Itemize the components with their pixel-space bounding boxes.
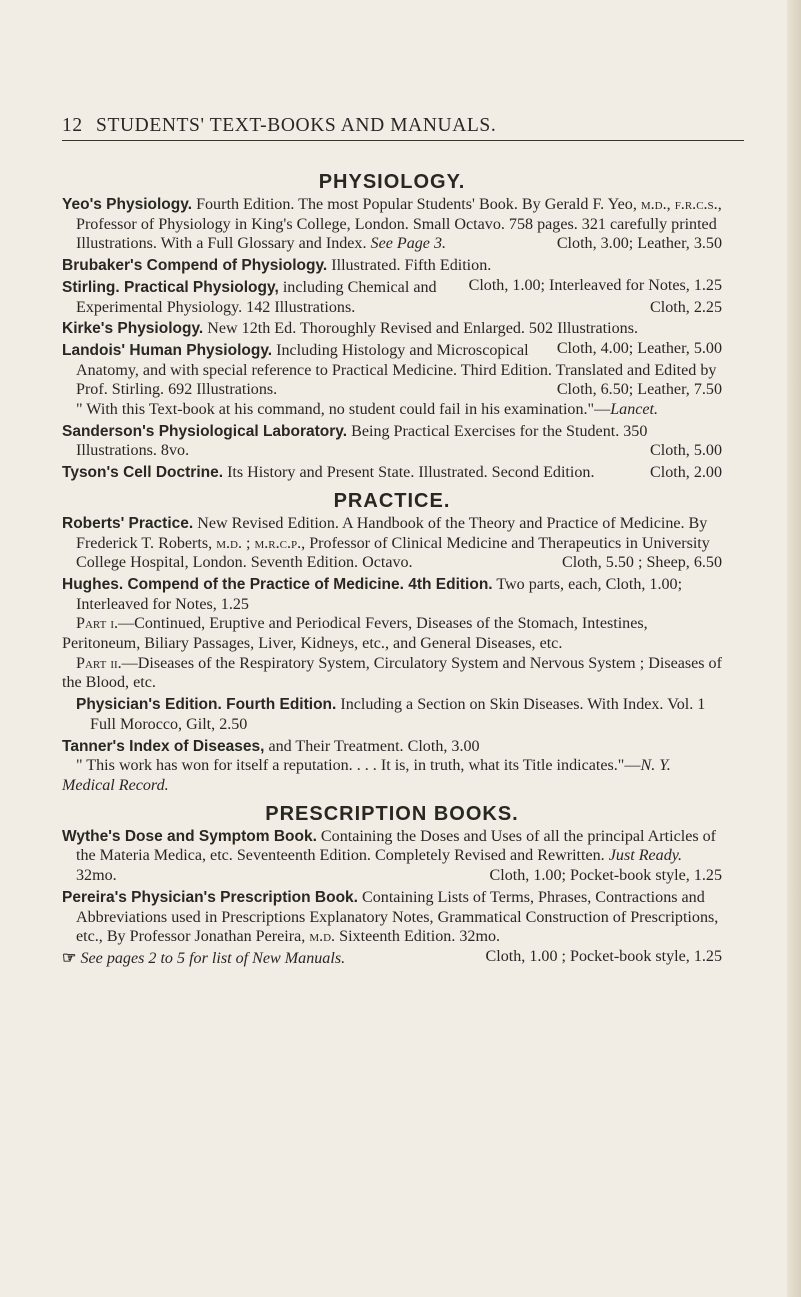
- entry-physician: [62, 695, 722, 734]
- entry-text: New 12th Ed. Thoroughly Revised and Enlarged. 502 Illustrations.: [207, 320, 639, 338]
- running-header: [62, 114, 722, 138]
- entry-title: Kirke's Physiology.: [62, 320, 204, 338]
- entry-price: Cloth, 4.00; Leather, 5.00: [556, 339, 722, 357]
- entry-degree: m.d. ; m.r.c.p.,: [216, 534, 306, 552]
- entry-yeo: [62, 195, 722, 254]
- review-quote: [62, 400, 722, 420]
- entry-text: Professor of Clinical Medicine and Therapeutics in University College Hospital, London. Seventh Edition. Octavo.: [76, 534, 710, 572]
- entry-text: Including a Section on Skin Diseases. With Index. Vol. 1 Full Morocco, Gilt, 2.50: [90, 696, 706, 733]
- entry-text: Containing Lists of Terms, Phrases, Contractions and Abbreviations used in Prescriptions Explanatory Notes, Grammatical Construction of Prescriptions, etc., By Professor Jonathan Pereira,: [76, 888, 719, 946]
- entry-text: Fourth Edition. The most Popular Students' Book. By Gerald F. Yeo,: [196, 196, 637, 213]
- entry-title: Brubaker's Compend of Physiology.: [62, 257, 328, 275]
- quote-text: " With this Text-book at his command, no student could fail in his examination."—: [76, 401, 611, 419]
- entry-price: Cloth, 2.00: [650, 464, 722, 482]
- entry-text: Illustrated. Fifth Edition.: [331, 257, 492, 275]
- entry-text: Containing the Doses and Uses of all the principal Articles of the Materia Medica, etc. Seventeenth Edition. Completely Revised and Rewritten.: [76, 827, 717, 865]
- section-heading-prescription: PRESCRIPTION BOOKS.: [265, 802, 519, 825]
- entry-degree: m.d., f.r.c.s.,: [640, 196, 722, 213]
- entry-text: Being Practical Exercises for the Student. 350 Illustrations. 8vo.: [76, 422, 648, 460]
- entry-roberts: [62, 514, 722, 573]
- hughes-part-1: [62, 614, 722, 653]
- review-quote: [62, 756, 722, 795]
- entry-price: Cloth, 1.00; Pocket-book style, 1.25: [489, 867, 722, 885]
- entry-title: Roberts' Practice.: [62, 514, 194, 532]
- entry-text: Professor of Physiology in King's College, London. Small Octavo. 758 pages. 321 carefully printed Illustrations. With a Full Glossary and Index.: [76, 215, 717, 253]
- entry-hughes: [62, 575, 722, 693]
- entry-title: Tyson's Cell Doctrine.: [62, 464, 224, 482]
- section-heading-practice: PRACTICE.: [333, 489, 451, 512]
- entry-title: Physician's Edition. Fourth Edition.: [76, 696, 337, 714]
- entry-title: Yeo's Physiology.: [62, 196, 193, 213]
- content: [62, 170, 722, 969]
- part-label: Part i.: [76, 615, 118, 633]
- part-text: —Continued, Eruptive and Periodical Fevers, Diseases of the Stomach, Intestines, Peritoneum, Biliary Passages, Liver, Kidneys, etc., and General Diseases, etc.: [62, 615, 648, 653]
- entry-price: Cloth, 5.50 ; Sheep, 6.50: [561, 554, 722, 572]
- part-label: Part ii.: [76, 654, 122, 672]
- footer-note-text: See pages 2 to 5 for list of New Manuals.: [80, 949, 346, 967]
- entry-tanner: [62, 737, 722, 796]
- page-number: 12: [62, 115, 83, 136]
- pointing-hand-icon: ☞: [62, 949, 77, 967]
- quote-text: " This work has won for itself a reputation. . . . It is, in truth, what its Title indicates."—: [76, 757, 641, 775]
- entry-text: Including Histology and Microscopical Anatomy, and with special reference to Practical Medicine. Third Edition. Translated and Edited by Prof. Stirling. 692 Illustrations.: [76, 341, 717, 399]
- entry-price: Cloth, 5.00: [650, 442, 722, 460]
- entry-text: Its History and Present State. Illustrated. Second Edition.: [227, 464, 595, 482]
- entry-title: Hughes. Compend of the Practice of Medicine. 4th Edition.: [62, 575, 493, 593]
- entry-price: Cloth, 1.00; Interleaved for Notes, 1.25: [468, 276, 722, 294]
- entry-tyson: [62, 463, 722, 483]
- entry-degree: m.d.: [309, 928, 336, 946]
- entry-title: Stirling. Practical Physiology,: [62, 278, 279, 296]
- entry-see-page: See Page 3.: [370, 235, 447, 253]
- entry-price: Cloth, 2.25: [650, 298, 722, 316]
- entry-price: Cloth, 3.00; Leather, 3.50: [556, 235, 722, 253]
- entry-size: 32mo.: [76, 867, 117, 885]
- entry-text: and Their Treatment. Cloth, 3.00: [268, 737, 480, 755]
- hughes-part-2: [62, 654, 722, 693]
- entry-title: Pereira's Physician's Prescription Book.: [62, 888, 358, 906]
- entry-text: New Revised Edition. A Handbook of the Theory and Practice of Medicine. By Frederick T. Roberts,: [76, 514, 708, 552]
- section-heading-physiology: PHYSIOLOGY.: [318, 171, 466, 193]
- entry-title: Tanner's Index of Diseases,: [62, 737, 265, 755]
- running-title: STUDENTS' TEXT-BOOKS AND MANUALS.: [96, 115, 497, 136]
- entry-price: Cloth, 6.50; Leather, 7.50: [556, 381, 722, 399]
- entry-title: Wythe's Dose and Symptom Book.: [62, 827, 317, 845]
- entry-text: including Chemical and Experimental Physiology. 142 Illustrations.: [76, 278, 437, 316]
- entry-text: Sixteenth Edition. 32mo.: [339, 928, 501, 946]
- quote-source: Lancet.: [610, 401, 659, 419]
- entry-title: Landois' Human Physiology.: [62, 341, 273, 359]
- entry-text: Two parts, each, Cloth, 1.00; Interleaved for Notes, 1.25: [76, 575, 683, 613]
- header-rule: [62, 140, 744, 141]
- entry-wythe: [62, 827, 722, 886]
- quote-source: N. Y. Medical Record.: [62, 757, 671, 794]
- entry-just-ready: Just Ready.: [608, 847, 683, 865]
- entry-price: Cloth, 1.00 ; Pocket-book style, 1.25: [485, 947, 722, 965]
- entry-title: Sanderson's Physiological Laboratory.: [62, 422, 348, 440]
- part-text: —Diseases of the Respiratory System, Circulatory System and Nervous System ; Diseases of the Blood, etc.: [62, 654, 722, 692]
- entry-sanderson: [62, 422, 722, 461]
- page-edge: [787, 0, 801, 1297]
